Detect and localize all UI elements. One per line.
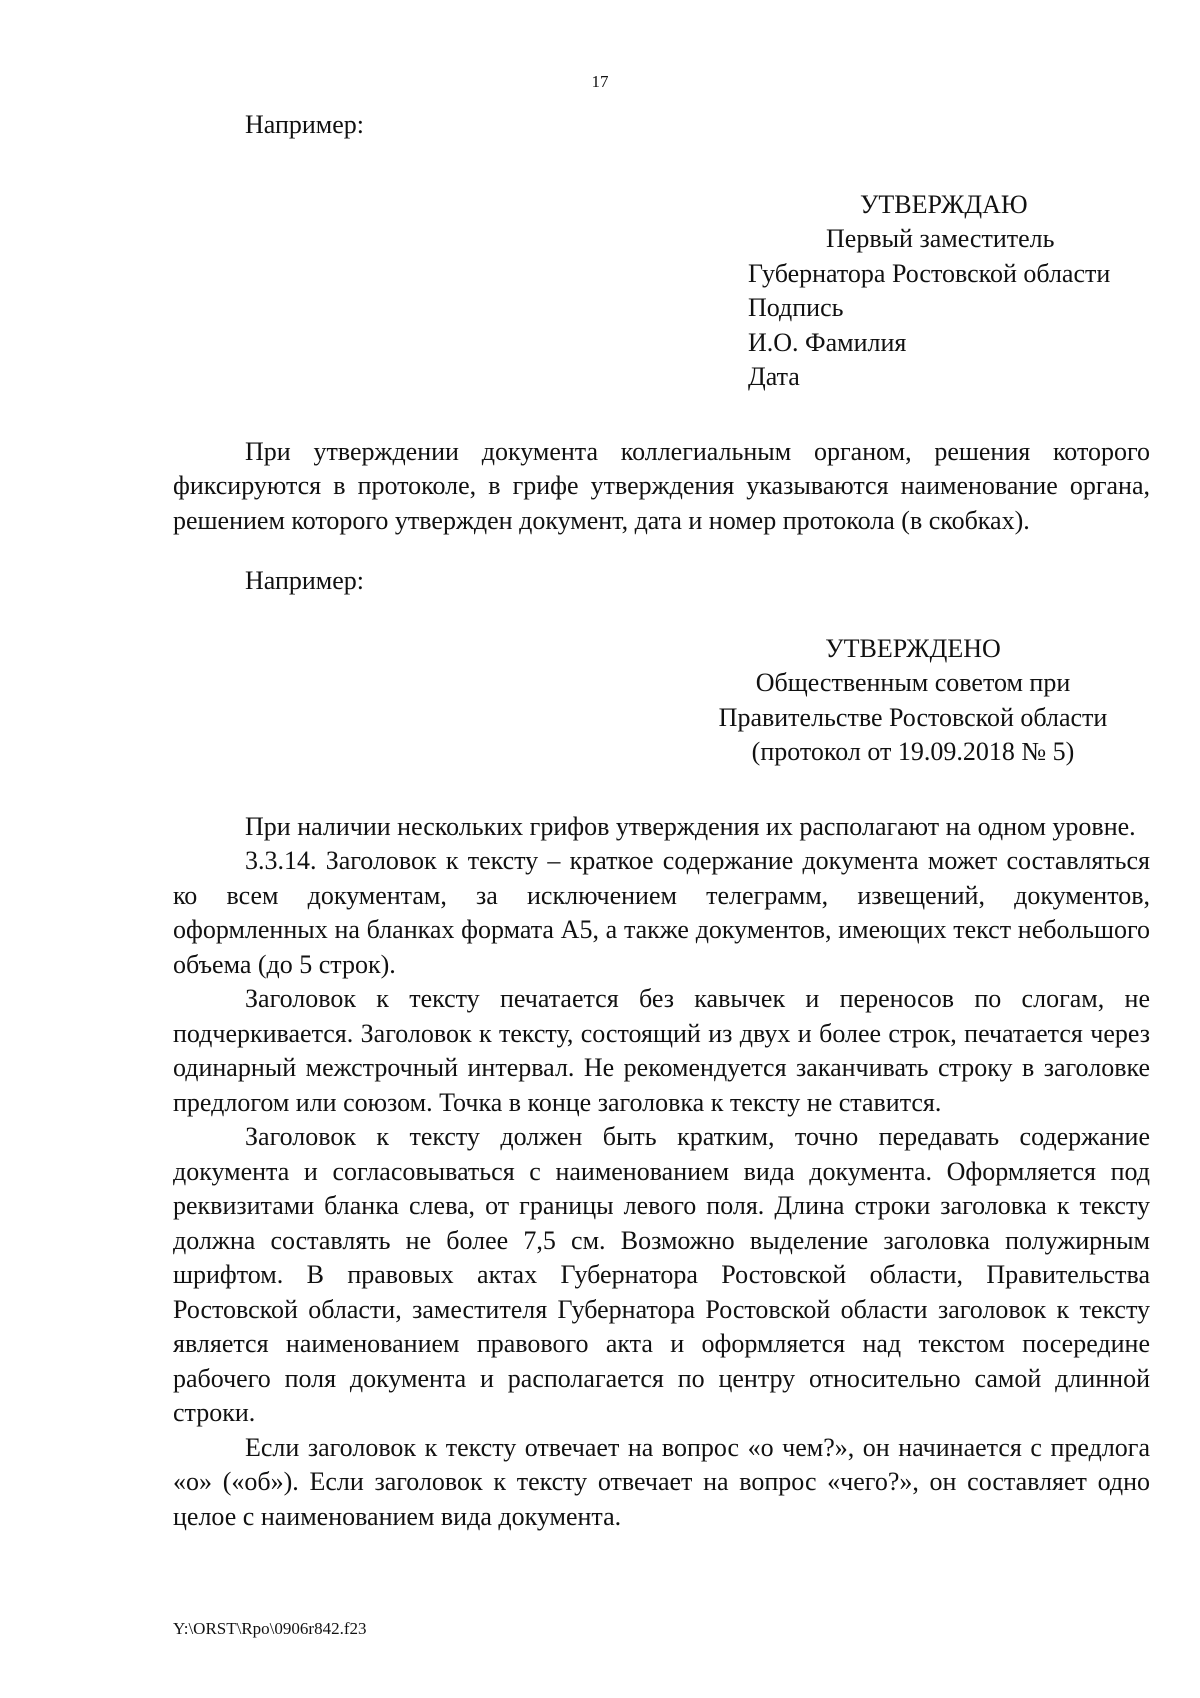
stamp-line: (протокол от 19.09.2018 № 5) <box>751 737 1075 766</box>
paragraph-short-title: Заголовок к тексту должен быть кратким, точно передавать содержание документа и согласовываться с наименованием вида документа. Оформляется под реквизитами бланка слева, от границы левого поля. Длина строки заголовка к тексту должна составлять не более 7,5 см. Возможно выделение заголовка полужирным шрифтом. В правовых актах Губернатора Ростовской области, Правительства Ростовской области, заместителя Губернатора Ростовской области заголовок к тексту является наименованием правового акта и оформляется над текстом посередине рабочего поля документа и располагается по центру относительно самой длинной строки. <box>173 1122 1150 1427</box>
example-label: Например: <box>245 566 365 595</box>
stamp-line: Первый заместитель <box>826 224 1055 253</box>
stamp-line: И.О. Фамилия <box>748 327 907 357</box>
document-body <box>173 108 1150 1534</box>
paragraph-several-stamps: При наличии нескольких грифов утверждения их располагают на одном уровне. <box>245 811 1136 841</box>
approval-stamp-approved <box>713 632 1113 770</box>
stamp-title: УТВЕРЖДАЮ <box>860 189 1028 219</box>
stamp-line: Губернатора Ростовской области <box>748 258 1111 288</box>
stamp-line: Общественным советом при <box>755 668 1071 697</box>
approval-stamp-approve <box>748 188 1150 395</box>
example-label: Например: <box>245 110 365 139</box>
footer-file-path: Y:\ORST\Rpo\0906r842.f23 <box>173 1619 367 1638</box>
paragraph-3-3-14: 3.3.14. Заголовок к тексту – краткое содержание документа может составляться ко всем документам, за исключением телеграмм, извещений, документов, оформленных на бланках формата А5, а также документов, имеющих текст небольшого объема (до 5 строк). <box>173 846 1150 979</box>
stamp-line: Подпись <box>748 293 844 322</box>
stamp-title: УТВЕРЖДЕНО <box>825 633 1001 663</box>
stamp-line: Правительстве Ростовской области <box>718 702 1108 732</box>
paragraph-question: Если заголовок к тексту отвечает на вопрос «о чем?», он начинается с предлога «о» («об»). Если заголовок к тексту отвечает на вопрос «чего?», он составляет одно целое с наименованием вида документа. <box>173 1432 1150 1531</box>
paragraph-collegial: При утверждении документа коллегиальным органом, решения которого фиксируются в протоколе, в грифе утверждения указываются наименование органа, решением которого утвержден документ, дата и номер протокола (в скобках). <box>173 436 1150 535</box>
paragraph-printing-rules: Заголовок к тексту печатается без кавычек и переносов по слогам, не подчеркивается. Заголовок к тексту, состоящий из двух и более строк, печатается через одинарный межстрочный интервал. Не рекомендуется заканчивать строку в заголовке предлогом или союзом. Точка в конце заголовка к тексту не ставится. <box>173 984 1150 1117</box>
stamp-line: Дата <box>748 362 800 391</box>
page-number: 17 <box>591 72 609 91</box>
